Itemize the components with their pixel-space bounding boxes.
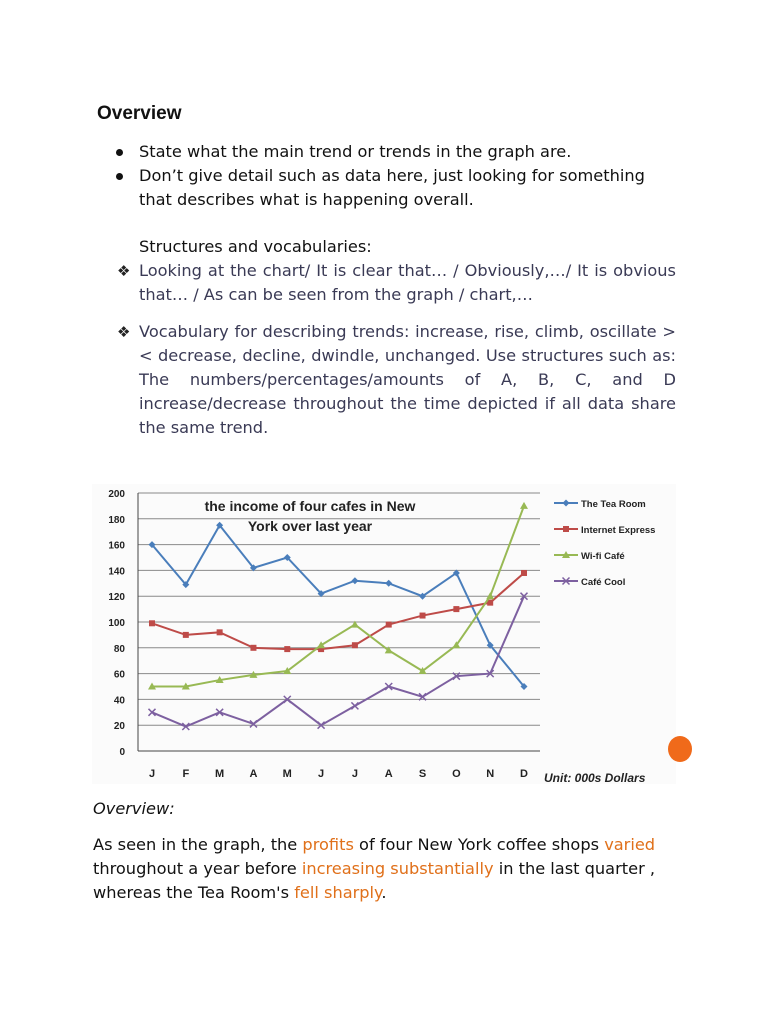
legend-label: Wi-fi Café — [581, 551, 625, 562]
y-tick-label: 20 — [113, 721, 125, 733]
x-tick-label: S — [418, 768, 427, 780]
x-tick-label: O — [452, 768, 461, 780]
data-point — [183, 632, 189, 638]
data-point — [385, 580, 392, 587]
section-heading: Overview — [97, 103, 182, 124]
bullet-text: Don’t give detail such as data here, just looking for something that describes what is happening overall. — [139, 166, 645, 209]
data-point — [351, 577, 358, 584]
overview-text: in the last quarter , whereas the Tea Room's — [93, 859, 656, 902]
chart-title: York over last year — [247, 518, 373, 534]
highlight-varied: varied — [604, 835, 656, 854]
line-chart — [92, 484, 676, 784]
data-point — [284, 646, 290, 652]
diamond-bullet-icon: ❖ — [117, 262, 131, 280]
x-tick-label: D — [520, 768, 528, 780]
x-tick-label: M — [215, 768, 225, 780]
data-point — [217, 629, 223, 635]
y-tick-label: 80 — [113, 643, 125, 655]
y-tick-label: 100 — [108, 618, 125, 629]
y-tick-label: 180 — [108, 514, 125, 526]
legend-label: Café Cool — [581, 577, 626, 588]
overview-label: Overview: — [93, 799, 175, 818]
data-point — [250, 645, 256, 651]
y-tick-label: 140 — [108, 566, 125, 578]
diamond-item-text: Vocabulary for describing trends: increase, rise, climb, oscillate >< decrease, decline, dwindle, unchanged. Use structures such as: The numbers/percentages/amounts of A, B, C, and D increase/decrease throughout the time depicted if all data share the same trend. — [139, 322, 676, 437]
chart-title: the income of four cafes in New — [204, 498, 416, 514]
diamond-bullet-icon: ❖ — [117, 323, 131, 341]
highlight-increasing: increasing substantially — [301, 859, 494, 878]
data-point — [521, 570, 527, 576]
legend-label: Internet Express — [581, 525, 656, 536]
orange-circle-icon — [668, 736, 692, 762]
data-point — [520, 502, 528, 509]
bullet-list — [112, 140, 682, 212]
data-point — [420, 613, 426, 619]
highlight-profits: profits — [302, 835, 354, 854]
diamond-item — [116, 320, 676, 440]
diamond-item-text: Looking at the chart/ It is clear that… / Obviously,…/ It is obvious that… / As can be seen from the graph / chart,… — [139, 261, 676, 304]
data-point — [386, 622, 392, 628]
y-tick-label: 200 — [108, 489, 125, 500]
x-tick-label: N — [486, 768, 495, 780]
legend-label: The Tea Room — [581, 499, 646, 510]
y-tick-label: 120 — [108, 592, 125, 604]
data-point — [352, 642, 358, 648]
data-point — [453, 606, 459, 612]
diamond-item — [116, 259, 676, 307]
overview-text: As seen in the graph, the — [93, 835, 303, 854]
legend-marker — [563, 500, 570, 507]
x-tick-label: F — [182, 768, 190, 780]
overview-text: throughout a year before — [93, 859, 302, 878]
x-tick-label: M — [282, 768, 292, 780]
y-tick-label: 0 — [119, 747, 125, 758]
x-tick-label: J — [351, 768, 358, 780]
unit-label: Unit: 000s Dollars — [544, 771, 646, 784]
x-tick-label: J — [148, 768, 156, 780]
overview-paragraph — [93, 833, 683, 905]
x-tick-label: A — [249, 768, 258, 780]
series-line — [152, 573, 524, 649]
data-point — [149, 620, 155, 626]
structure-list-2 — [116, 320, 676, 440]
legend-marker — [563, 526, 569, 532]
bullet-dot-icon — [116, 173, 123, 180]
x-tick-label: A — [384, 768, 393, 780]
bullet-text: State what the main trend or trends in the graph are. — [139, 142, 572, 161]
overview-text: . — [381, 883, 387, 902]
bullet-dot-icon — [116, 149, 123, 156]
y-tick-label: 160 — [108, 540, 125, 552]
x-tick-label: J — [318, 768, 325, 780]
bullet-item — [112, 140, 682, 164]
y-tick-label: 40 — [113, 695, 125, 707]
data-point — [317, 641, 325, 648]
overview-text: of four New York coffee shops — [353, 835, 605, 854]
series-line — [152, 596, 524, 726]
chart-svg — [92, 484, 676, 784]
y-tick-label: 60 — [113, 669, 125, 681]
highlight-fell: fell sharply — [294, 883, 382, 902]
structures-title: Structures and vocabularies: — [139, 237, 372, 256]
bullet-item — [112, 164, 682, 212]
structure-list-1 — [116, 259, 676, 307]
